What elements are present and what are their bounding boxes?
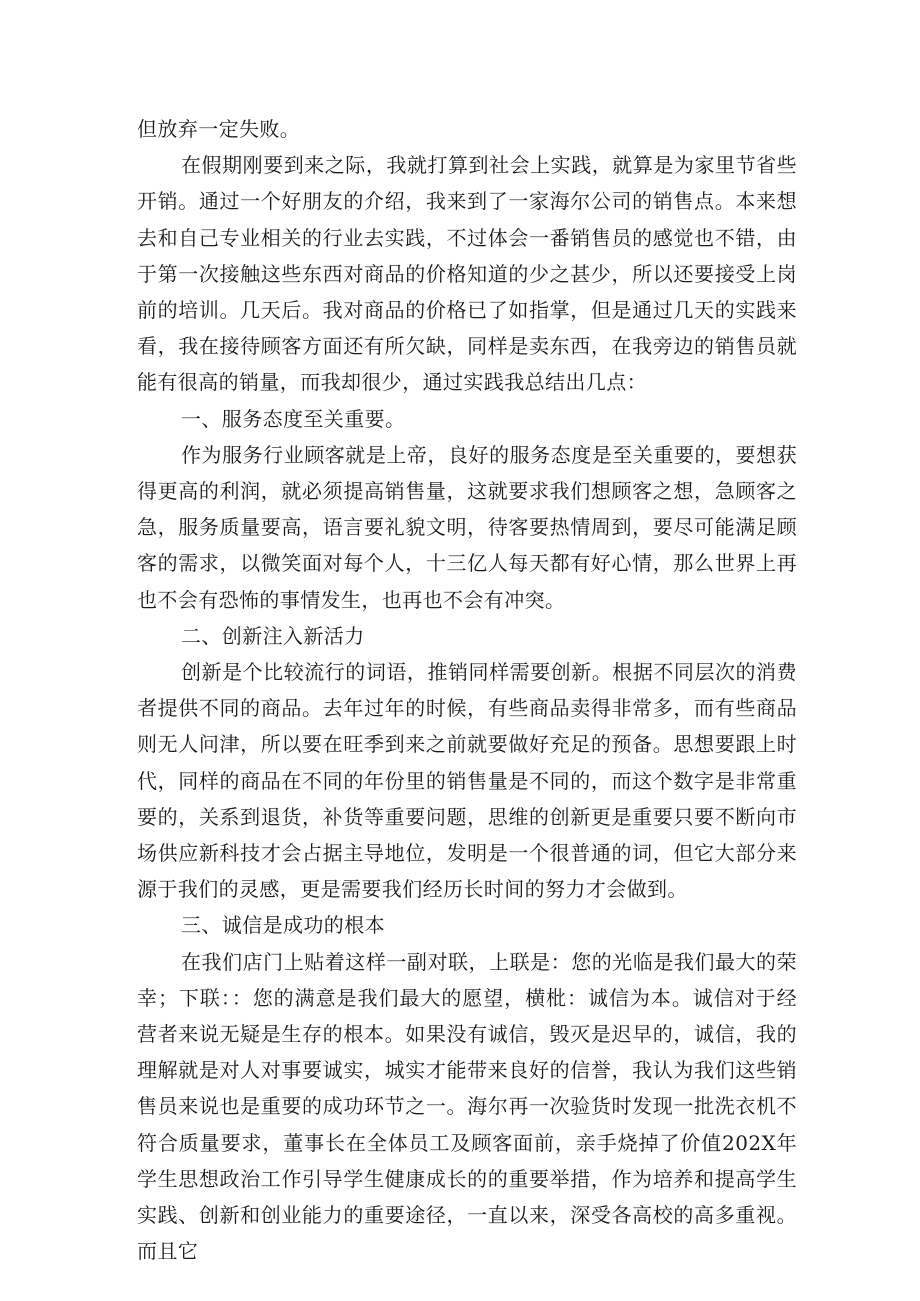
paragraph-intro: 在假期刚要到来之际，我就打算到社会上实践，就算是为家里节省些开销。通过一个好朋友的介绍，我来到了一家海尔公司的销售点。本来想去和自己专业相关的行业去实践，不过体会一番销售员的感觉也不错，由于第一次接触这些东西对商品的价格知道的少之甚少，所以还要接受上岗前的培训。几天后。我对商品的价格已了如指掌，但是通过几天的实践来看，我在接待顾客方面还有所欠缺，同样是卖东西，在我旁边的销售员就能有很高的销量，而我却很少，通过实践我总结出几点： [137, 153, 797, 395]
section-heading-innovation: 二、创新注入新活力 [181, 623, 365, 648]
paragraph-innovation: 创新是个比较流行的词语，推销同样需要创新。根据不同层次的消费者提供不同的商品。去年过年的时候，有些商品卖得非常多，而有些商品则无人问津，所以要在旺季到来之前就要做好充足的预备。思想要跟上时代，同样的商品在不同的年份里的销售量是不同的，而这个数字是非常重要的，关系到退货，补货等重要问题，思维的创新更是重要只要不断向市场供应新科技才会占据主导地位，发明是一个很普通的词，但它大部分来源于我们的灵感，更是需要我们经历长时间的努力才会做到。 [137, 660, 797, 902]
paragraph-service: 作为服务行业顾客就是上帝，良好的服务态度是至关重要的，要想获得更高的利润，就必须提高销售量，这就要求我们想顾客之想，急顾客之急，服务质量要高，语言要礼貌文明，待客要热情周到，要尽可能满足顾客的需求，以微笑面对每个人，十三亿人每天都有好心情，那么世界上再也不会有恐怖的事情发生，也再也不会有冲突。 [137, 442, 797, 612]
section-heading-service: 一、服务态度至关重要。 [181, 406, 406, 431]
paragraph-continuation: 但放弃一定失败。 [137, 117, 301, 141]
document-body [137, 111, 797, 1270]
paragraph-integrity: 在我们店门上贴着这样一副对联，上联是：您的光临是我们最大的荣幸；下联：：您的满意是我们最大的愿望，横枇：诚信为本。诚信对于经营者来说无疑是生存的根本。如果没有诚信，毁灭是迟早的，诚信，我的理解就是对人对事要诚实，城实才能带来良好的信誉，我认为我们这些销售员来说也是重要的成功环节之一。海尔再一次验货时发现一批洗衣机不符合质量要求，董事长在全体员工及顾客面前，亲手烧掉了价值202X年学生思想政治工作引导学生健康成长的的重要举措，作为培养和提高学生实践、创新和创业能力的重要途径，一直以来，深受各高校的高多重视。而且它 [137, 949, 797, 1264]
section-heading-integrity: 三、诚信是成功的根本 [181, 913, 385, 938]
